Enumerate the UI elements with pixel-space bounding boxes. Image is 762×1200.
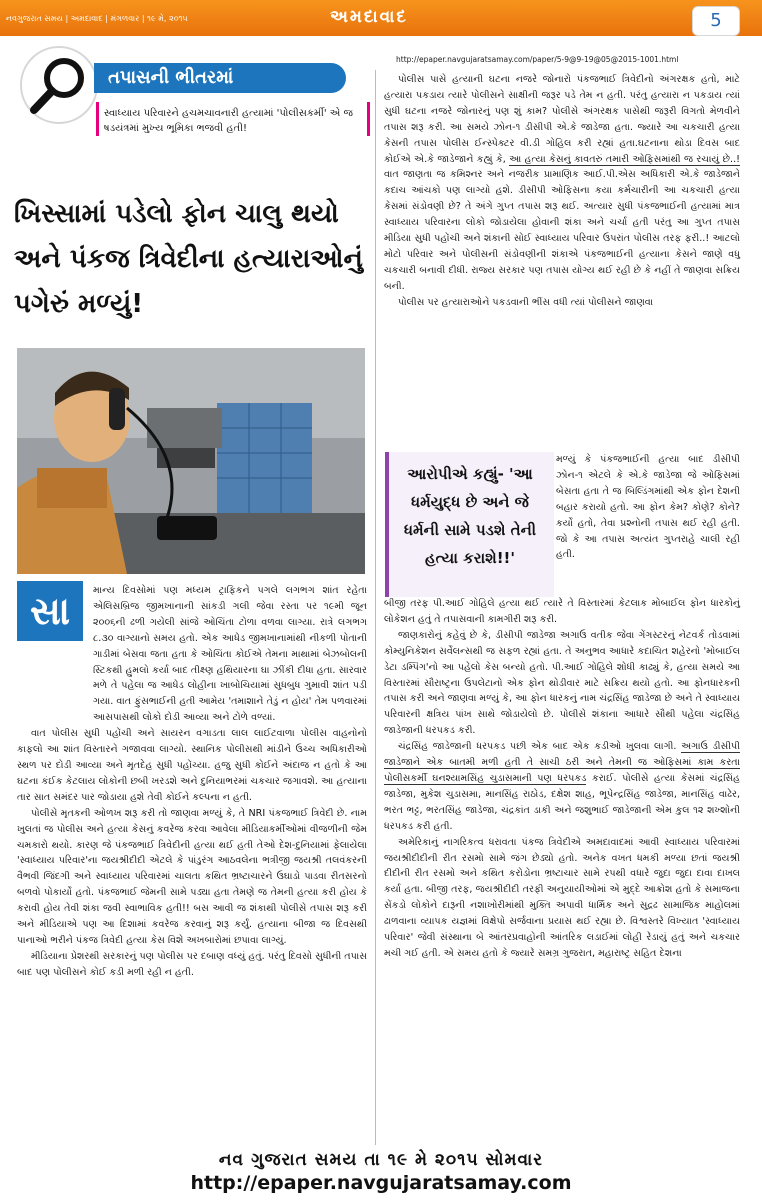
underlined-quote: આ હત્યા કેસનું કાવતરું તમારી ઓફિસમાંથી જ રચાયું છે..! [509,153,740,165]
paragraph-text: પોલીસ પાસે હત્યાની ઘટના નજરે જોનારો પંકજભાઈ ત્રિવેદીનો અંગરક્ષક હતો, માટે હત્યારા પકડાય ત્યારે પોલીસને સાક્ષીની જરૂર પડે તેમ ન હતી. પરંતુ હત્યારા ન પકડાય ત્યાં સુધી ઘટના નજરે જોનારનું પણ શું કામ? પોલીસે અંગરક્ષક પાસેથી જરૂરી વિગતો મેળવીને તપાસ શરૂ કરી. આ સમયે ઝોન-૧ ડીસીપી એ.કે જાડેજા હતા. જ્યારે આ ચકચારી હત્યા કેસની તપાસ પોલીસ ઈન્સ્પેક્ટર વી.ડી ગોહિલ કરી રહ્યાં હતા.ઘટનાના થોડા દિવસ બાદ કોઈએ એ.કે જાડેજાને કહ્યું કે, [384,74,740,165]
paragraph-text: વાત જાણતા જ કમિશ્નર અને નજરીક પ્રામાણિક આઈ.પી.એસ અધિકારી એ.કે જાડેજાને કદાચ આંચકો પણ લાગ્યો હશે. ડીસીપી ઓફિસના કયા કર્મચારીની આ ચકચારી હત્યા કેસમાં સંડોવણી છે? તે અંગે ગુપ્ત તપાસ શરૂ થઈ. અત્યાર સુધી પંકજભાઈની હત્યામાં માત્ર સ્વાધ્યાય પરિવારના લોકો જોડાયેલા હોવાની શંકા અને ચર્ચા હતી પરંતુ આ ગુપ્ત તપાસ મીડિયા સુધી પહોંચી અને શંકાની સોઈ સ્વાધ્યાય પરિવાર ઉપરાંત પોલીસ તરફ ફરી..! આટલો મોટો પરિવાર અને પોલીસની સંડોવણીની શંકાએ પંકજભાઈની હત્યાના કેસને જાણે વધુ ચકચારી બનાવી દીધી. રાજ્ય સરકાર પણ તપાસ યોગ્ય થઈ રહી છે કે નહીં તે જાણવા સક્રિય બની. [384,169,740,292]
paragraph: અમેરિકાનું નાગરિકત્વ ધરાવતા પંકજ ત્રિવેદીએ અમદાવાદમાં આવી સ્વાધ્યાય પરિવારમાં જયશ્રીદીદીની રીત રસમો સામે જંગ છેડ્યો હતો. અનેક વખત ધમકી મળ્યા છતાં જયશ્રી દીદીની રીત રસમો અને કથિત કરોડોના ભ્રષ્ટાચાર સામે રપથી વધારે જુદા જુદા દાવા દાખલ કર્યા હતા. બીજી તરફ, જયશ્રીદીદી તરફી અનુયાયીઓમાં એ મુદ્દે આક્રોશ હતો કે સમાજના સેંકડો લોકોને દારૂની નશાખોરીમાંથી મુક્તિ અપાવી ધાર્મિક અને સુદ્રઢ સામાજિક માહોલમાં ઢાળવાના વ્યાપક યજ્ઞમાં વિક્ષેપો સર્જવાના પ્રયાસ થઈ રહ્યા છે. વિશ્વસ્તરે વિખ્યાત 'સ્વાધ્યાય પરિવાર' જેવી સંસ્થાના બે આંતરપ્રવાહોની આંતરિક લડાઈમાં લોહી રેડાયું હતું અને ચકચાર મચી ગઈ હતી. એ સમય હતો કે જ્યારે સમગ્ર ગુજરાત, મહારાષ્ટ્ર સહિત દેશના [384,836,740,959]
underlined-text: અગાઉ ડીસીપી જાડેજાને એક બાતમી મળી હતી તે સાચી ઠરી અને તેમની જ ઓફિસમાં કામ કરતા પોલીસકર્મી ઘનશ્યામસિંહ ચુડાસમાની પણ ધરપકડ [384,741,740,784]
phone-call-illustration [17,348,365,574]
footer-url[interactable]: http://epaper.navgujaratsamay.com [190,1172,572,1194]
dateline: નવગુજરાત સમય | અમદાવાદ | મંગળવાર | ૧૯ મે, ૨૦૧૫ [6,14,188,23]
paragraph: મીડિયાના પ્રેશરથી સરકારનું પણ પોલીસ પર દબાણ વધ્યું હતું. પરંતુ દિવસો સુધીની તપાસ બાદ પણ પોલીસને કોઈ કડી મળી રહી ન હતી. [17,950,367,978]
magnifier-icon [18,44,100,126]
page-title: ખિસ્સામાં પડેલો ફોન ચાલુ થયો અને પંકજ ત્રિવેદીના હત્યારાઓનું પગેરું મળ્યું! [14,199,363,319]
page-number: 5 [692,6,740,36]
paragraph [384,739,740,834]
paragraph: બીજી તરફ પી.આઈ ગોહિલે હત્યા થઈ ત્યારે તે વિસ્તારમાં કેટલાક મોબાઈલ ફોન ધારકોનું લોકેશન હતું તે તપાસવાની કામગીરી શરૂ કરી. [384,598,740,625]
footer-date-line: નવ ગુજરાત સમય તા ૧૯ મે ૨૦૧૫ સોમવાર [218,1150,544,1170]
paragraph: વાત પોલીસ સુધી પહોંચી અને સાયરન વગાડતા લાલ લાઈટવાળા પોલીસ વાહનોનો કાફલો આ શાંત વિસ્તારને ગજાવવા લાગ્યો. સ્થાનિક પોલીસથી માંડીને ઉચ્ચ અધિકારીઓ સ્થળ પર દોડી આવ્યા અને મૃતદેહ સુધી પહોંચ્યા. હજુ સુધી કોઈને અંદાજ ન હતો કે આ ઘટના કંઈક કેટલાય લોકોની છબી ખરડશે અને દુનિયાભરમાં ચકચાર જગાવશે. આ હત્યાના તાર સાત સમંદર પાર જોડાયા હશે તેવી કોઈને કલ્પના ન હતી. [17,728,367,803]
paragraph: માન્ય દિવસોમાં પણ મધ્યમ ટ્રાફિકને પગલે લગભગ શાંત રહેતા એલિસબ્રિજ જીમખાનાની સાંકડી ગલી જેવા રસ્તા પર ૧૯મી જૂન ૨૦૦૬ની ઢળી ગયેલી સાંજે ઓચિંતા ટોળા વળવા લાગ્યા. રાત્રે લગભગ ૮.૩૦ વાગ્યાનો સમય હતો. એક આધેડ જીમખાનામાંથી નીકળી પોતાની ગાડીમાં બેસવા જતા હતા કે ઓચિંતા કોઈએ તેમના માથામાં બેઝબોલની સ્ટિકથી હુમલો કર્યા બાદ તીક્ષ્ણ હથિયારના ઘા ઝીંકી દીધા હતા. સારવાર મળે તે પહેલા જ આધેડ લોહીના ખાબોચિયામાં સુધબુધ ગુમાવી શાંત પડી ગયા. વાત ફુંસભાઈની હતી આમેય 'તમાશાને તેડું ન હોય' તેમ પળવારમાં આસપાસથી લોકો દોડી આવ્યા અને ટોળે વળ્યાં. [93,585,367,724]
dropcap: સા [17,581,83,641]
section-kicker: તપાસની ભીતરમાં [94,63,346,93]
city-name: અમદાવાદ [330,7,408,27]
wrap-text-beside-quote [556,452,740,563]
paragraph-text: ચંદ્રસિંહ જાડેજાની ધરપકડ પછી એક બાદ એક કડીઓ ખુલવા લાગી. [398,741,677,753]
paragraph: જાણકારોનું કહેવું છે કે, ડીસીપી જાડેજા અગાઉ વતીક જેવા ગેંગસ્ટરનું નેટવર્ક તોડવામાં કોમ્યુનિકેશન સર્વેલન્સથી જ સફળ રહ્યાં હતા. તે અનુભવ આધારે કદાચિત શહેરનો 'મોબાઈલ ડેટા ડમ્પિંગ'નો આ પહેલો કેસ બન્યો હતો. પી.આઈ ગોહિલે શોધી કાઢ્યું કે, હત્યા સમયે આ વિસ્તારમાં સૌરાષ્ટ્રના ઉપલેટાનો એક ફોન થોડીવાર માટે સક્રિય થયો હતો. આ ફોનધારકની તપાસ કરી અને જાણવા મળ્યું કે, આ ફોન ધારકનું નામ ચંદ્રસિંહ જાડેજા છે અને તે સ્વાધ્યાય પરિવારની ક્ષત્રિય પાંખ સાથે જોડાયેલો છે. પોલીસે શંકાના આધારે સૌથી પહેલા ચંદ્રસિંહ જાડેજાની ધરપકડ કરી. [384,629,740,737]
paragraph [384,72,740,295]
paragraph: પોલીસ પર હત્યારાઓને પકડવાની ભીંસ વધી ત્યાં પોલીસને જાણવા [398,296,654,308]
paragraph: પોલીસે મૃતકની ઓળખ શરૂ કરી તો જાણવા મળ્યું કે, તે NRI પંકજભાઈ ત્રિવેદી છે. નામ ખુલતાં જ પોલીસ અને હત્યા કેસનું કવરેજ કરવા આવેલા મીડિયાકર્મીઓમાં વીજળીની જેમ ચમકારો થયો. કારણ જે પંકજભાઈ ત્રિવેદીની હત્યા થઈ હતી તેઓ દેશ-દુનિયામાં ફેલાયેલા 'સ્વાધ્યાય પરિવાર'ના જયશ્રીદીદી એટલે કે પાંડુરંગ આઠવલેના ભત્રીજી જયશ્રી તલવંકરની વૈભવી જિંદગી અને સ્વાધ્યાય પરિવારમાં ચાલતા કથિત ભ્રષ્ટાચારને ઉઘાડો પાડવા રીતસરનો બળવો પોકાર્યો હતો. પંકજભાઈ જેમની સામે પડ્યા હતા તેમણે જ તેમની હત્યા કરી હોય કે કરાવી હોય તેવી શંકા જવી સ્વાભાવિક હતી!! બસ આવી જ શંકાથી પોલીસે તપાસ શરૂ કરી અને મીડિયાએ પણ આ દિશામાં કવરેજ કરવાનું શરૂ કર્યું. હત્યાના બીજા જ દિવસથી પાનાઓ ભરીને પંકજ ત્રિવેદી હત્યા કેસ વિશે અખબારોમાં છપાવા લાગ્યું. [17,807,367,946]
source-url-top[interactable]: http://epaper.navgujaratsamay.com/paper/5-9@9-19@05@2015-1001.html [396,55,679,64]
subdeck: સ્વાધ્યાય પરિવારને હચમચાવનારી હત્યામાં 'પોલીસકર્મી' એ જ ષડયંત્રમાં મુખ્ય ભૂમિકા ભજવી હતી! [104,108,353,134]
article-left-column [17,583,367,981]
paragraph: મળ્યું કે પંકજભાઈની હત્યા બાદ ડીસીપી ઝોન-૧ એટલે કે એ.કે જાડેજા જે ઓફિસમાં બેસતા હતા તે જ બિલ્ડિંગમાંથી એક ફોન દેશની બહાર કરાયો હતો. આ ફોન કેમ? કોણે? કોને? કર્યો હતો, તેવા પ્રશ્નોની તપાસ થઈ રહી હતી. જો કે આ તપાસ અત્યંત ગુપ્તરાહે ચાલી રહી હતી. [556,454,740,561]
article-right-column-lower [384,596,740,962]
pull-quote: આરોપીએ કહ્યું- 'આ ધર્મયુદ્ધ છે અને જે ધર્મની સામે પડશે તેની હત્યા કરાશે!!' [403,465,537,567]
column-divider [375,70,376,1145]
paragraph-text: કરાઈ. પોલીસે હત્યા કેસમાં ચંદ્રસિંહ જાડેજા, મુકેશ ચુડાસમા, માનસિંહ રાઠોડ, દક્ષેશ શાહ, ભૂપેન્દ્રસિંહ જાડેજા, માનસિંહ વાઢેર, ભરત ભટ્ટ, ભરતસિંહ જાડેજા, ચંદ્રકાંત ડાકી અને જશુભાઈ જાડેજાની એમ કુલ ૧૨ શખ્શોની ધરપકડ કરી હતી. [384,772,740,832]
article-right-column [384,72,740,311]
